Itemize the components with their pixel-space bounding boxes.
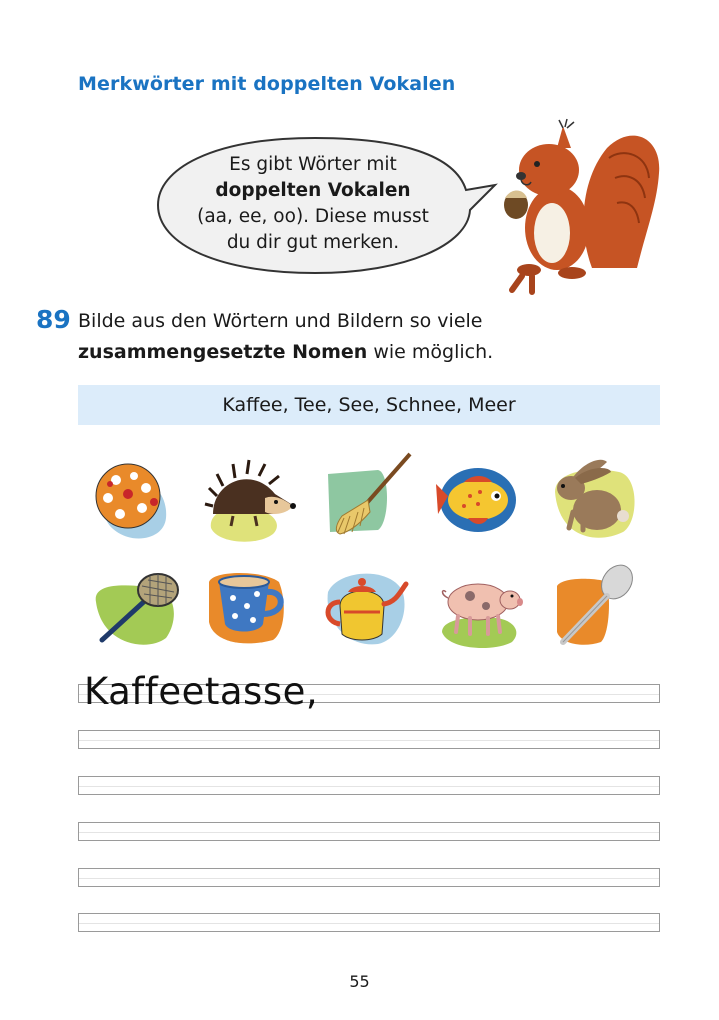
fish-icon <box>434 456 530 552</box>
broom-icon <box>318 452 414 548</box>
word-box: Kaffee, Tee, See, Schnee, Meer <box>78 385 660 425</box>
task-text-line-2 <box>78 337 658 368</box>
writing-line-5[interactable] <box>78 868 660 887</box>
ball-icon <box>88 456 184 552</box>
section-title: Merkwörter mit doppelten Vokalen <box>78 73 456 95</box>
task-text-bold: zusammengesetzte Nomen <box>78 341 368 363</box>
task-number: 89 <box>36 305 71 334</box>
bubble-line-4: du dir gut merken. <box>226 232 400 253</box>
task-text-line-1: Bilde aus den Wörtern und Bildern so viele <box>78 310 483 332</box>
task-instructions <box>78 306 658 368</box>
teapot-icon <box>318 562 414 658</box>
page-number: 55 <box>349 972 370 991</box>
bubble-line-3: (aa, ee, oo). Diese musst <box>197 206 429 227</box>
squirrel-icon <box>497 118 667 298</box>
pig-icon <box>434 562 530 658</box>
example-word: Kaffeetasse, <box>84 670 319 713</box>
hedgehog-icon <box>203 456 299 552</box>
writing-line-3[interactable] <box>78 776 660 795</box>
cup-icon <box>203 562 299 658</box>
writing-line-2[interactable] <box>78 730 660 749</box>
task-text-rest: wie möglich. <box>367 341 494 363</box>
sieve-icon <box>88 562 184 658</box>
writing-line-6[interactable] <box>78 913 660 932</box>
speech-bubble <box>150 130 510 280</box>
speech-bubble-text <box>190 152 436 256</box>
rabbit-icon <box>549 452 645 548</box>
spoon-icon <box>549 562 645 658</box>
writing-line-4[interactable] <box>78 822 660 841</box>
bubble-line-1: Es gibt Wörter mit <box>229 154 397 175</box>
bubble-line-2-bold: doppelten Vokalen <box>215 180 411 201</box>
